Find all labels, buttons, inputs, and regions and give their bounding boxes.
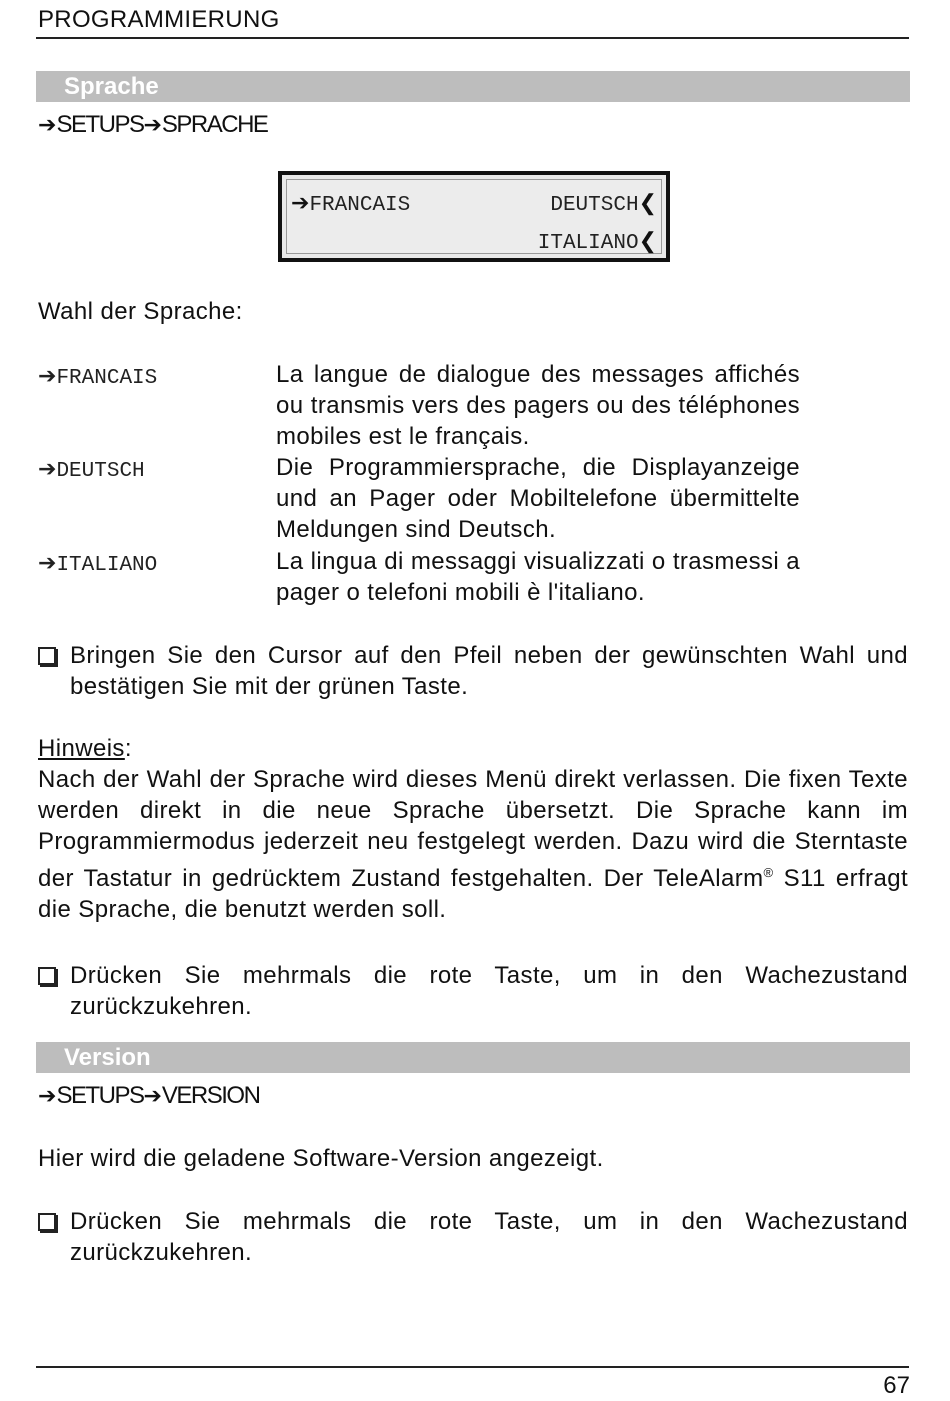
checkbox-bullet-icon bbox=[38, 647, 56, 665]
instruction-select-language: Bringen Sie den Cursor auf den Pfeil neben der gewünschten Wahl und bestätigen Sie mit der grünen Taste. bbox=[70, 642, 908, 700]
option-label-deutsch: ➔DEUTSCH bbox=[38, 456, 145, 483]
arrow-right-icon: ➔ bbox=[38, 1083, 57, 1108]
note-text: Nach der Wahl der Sprache wird dieses Menü direkt verlassen. Die fixen Texte werden direkt in die neue Sprache übersetzt. Die Sprache kann im Programmiermodus jederzeit neu festgelegt werden. Dazu wird die Sterntaste der Tastatur in gedrücktem Zustand festgehalten. Der TeleAlarm® S11 erfragt die Sprache, die benutzt werden soll. bbox=[38, 766, 909, 923]
arrow-right-icon: ➔ bbox=[143, 1083, 162, 1108]
arrow-right-icon: ➔ bbox=[291, 190, 310, 215]
lcd-display bbox=[278, 171, 670, 262]
path-item: SPRACHE bbox=[161, 111, 268, 138]
section-heading-version bbox=[36, 1042, 910, 1073]
arrow-right-icon: ➔ bbox=[38, 550, 57, 575]
path-item: SETUPS bbox=[56, 111, 144, 138]
option-desc-deutsch: Die Programmiersprache, die Displayanzeige und an Pager oder Mobiltelefone übermittelte Meldungen sind Deutsch. bbox=[276, 454, 800, 543]
note-heading: Hinweis: bbox=[38, 735, 132, 762]
checkbox-bullet-icon bbox=[38, 1213, 56, 1231]
checkbox-bullet-icon bbox=[38, 967, 56, 985]
instruction-return-standby: Drücken Sie mehrmals die rote Taste, um in den Wachezustand zurückzukehren. bbox=[70, 962, 908, 1020]
page-number: 67 bbox=[883, 1372, 910, 1399]
arrow-right-icon: ➔ bbox=[38, 363, 57, 388]
version-text: Hier wird die geladene Software-Version angezeigt. bbox=[38, 1145, 604, 1172]
arrow-left-icon: ❮ bbox=[638, 228, 657, 253]
lcd-label: FRANCAIS bbox=[309, 194, 411, 217]
option-label-italiano: ➔ITALIANO bbox=[38, 550, 158, 577]
intro-text: Wahl der Sprache: bbox=[38, 298, 243, 325]
section-title: Version bbox=[64, 1044, 151, 1071]
path-item: VERSION bbox=[161, 1082, 260, 1109]
option-label-francais: ➔FRANCAIS bbox=[38, 363, 158, 390]
section-heading-sprache bbox=[36, 71, 910, 102]
lcd-label: DEUTSCH bbox=[550, 194, 639, 217]
header-rule bbox=[36, 37, 909, 39]
page-header-title: PROGRAMMIERUNG bbox=[38, 6, 280, 33]
lcd-screen bbox=[286, 179, 662, 254]
arrow-right-icon: ➔ bbox=[38, 112, 57, 137]
registered-mark: ® bbox=[763, 865, 774, 880]
menu-path-version bbox=[38, 1082, 259, 1110]
lcd-option-deutsch bbox=[550, 190, 657, 217]
lcd-option-italiano bbox=[538, 228, 657, 255]
arrow-left-icon: ❮ bbox=[638, 190, 657, 215]
menu-path-sprache bbox=[38, 111, 267, 139]
option-desc-italiano: La lingua di messaggi visualizzati o trasmessi a pager o telefoni mobili è l'italiano. bbox=[276, 548, 800, 606]
lcd-label: ITALIANO bbox=[537, 232, 639, 255]
note-label: Hinweis bbox=[38, 735, 125, 762]
footer-rule bbox=[36, 1366, 909, 1368]
arrow-right-icon: ➔ bbox=[38, 456, 57, 481]
lcd-option-francais bbox=[291, 190, 410, 217]
instruction-return-standby-version: Drücken Sie mehrmals die rote Taste, um in den Wachezustand zurückzukehren. bbox=[70, 1208, 908, 1266]
option-desc-francais: La langue de dialogue des messages affichés ou transmis vers des pagers ou des téléphones mobiles est le français. bbox=[276, 361, 800, 450]
arrow-right-icon: ➔ bbox=[143, 112, 162, 137]
section-title: Sprache bbox=[64, 73, 159, 100]
path-item: SETUPS bbox=[56, 1082, 144, 1109]
